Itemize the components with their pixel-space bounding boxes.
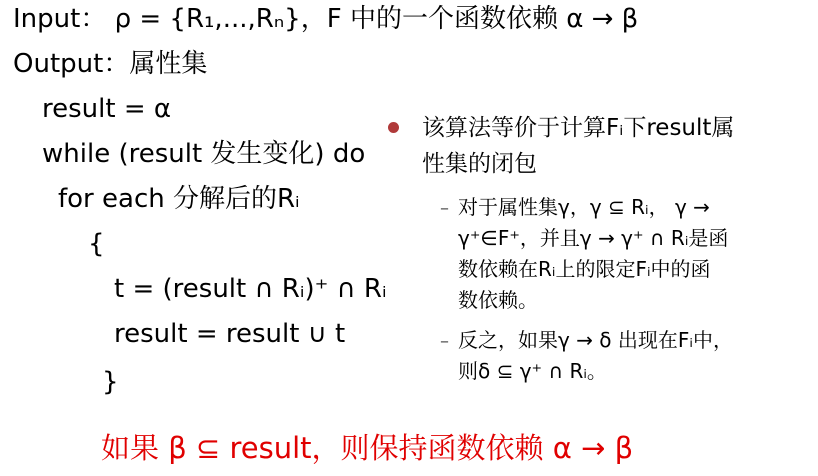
explanation-line-1: 该算法等价于计算Fᵢ下result属 [422,115,735,141]
close-brace: } [102,367,119,397]
result-union-line: result = result ∪ t [114,319,346,349]
while-line: while (result 发生变化) do [42,139,366,169]
for-line: for each 分解后的Rᵢ [58,184,300,214]
input-line: Input： ρ = {R₁,...,Rₙ}，F 中的一个函数依赖 α → β [13,4,639,34]
init-line: result = α [42,94,172,124]
bullet-icon [388,122,399,133]
sub-point-1-line-1: 对于属性集γ，γ ⊆ Rᵢ， γ → [458,195,710,219]
sub-point-2-line-1: 反之，如果γ → δ 出现在Fᵢ中， [458,328,733,352]
sub-point-1-line-3: 数依赖在Rᵢ上的限定Fᵢ中的函 [458,257,711,281]
sub-point-1-line-4: 数依赖。 [458,288,538,312]
open-brace: { [88,229,105,259]
dash-icon: – [440,198,449,219]
sub-point-2-line-2: 则δ ⊆ γ⁺ ∩ Rᵢ。 [458,359,607,383]
dash-icon: – [440,331,449,352]
conclusion-text: 如果 β ⊆ result，则保持函数依赖 α → β [101,431,634,465]
t-assignment-line: t = (result ∩ Rᵢ)⁺ ∩ Rᵢ [114,274,387,304]
output-line: Output：属性集 [13,49,208,79]
explanation-line-2: 性集的闭包 [422,151,537,177]
sub-point-1-line-2: γ⁺∈F⁺，并且γ → γ⁺ ∩ Rᵢ是函 [458,226,729,250]
